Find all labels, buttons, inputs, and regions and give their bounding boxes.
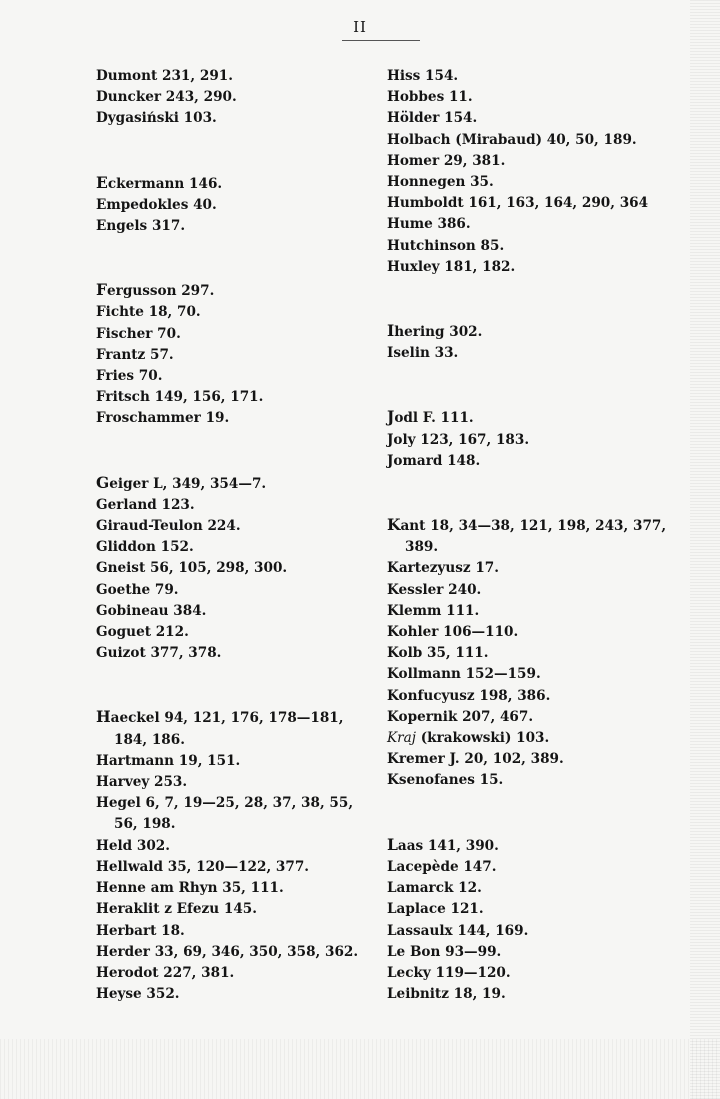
index-entry: [387, 172, 677, 193]
entry-text: Jomard 148.: [387, 452, 481, 469]
index-section-i: [387, 320, 677, 364]
index-entry: [387, 770, 677, 791]
index-entry: [96, 963, 368, 984]
index-entry: [387, 193, 677, 214]
index-entry: [96, 324, 368, 345]
entry-text: Held 302.: [96, 837, 171, 854]
entry-text: Lassaulx 144, 169.: [387, 922, 529, 939]
index-entry: [387, 728, 677, 749]
index-entry: [96, 857, 368, 878]
section-gap: [387, 472, 677, 514]
page-number: II: [353, 18, 367, 36]
scan-edge-noise: [690, 0, 720, 1099]
entry-text: Frantz 57.: [96, 346, 174, 363]
entry-text: Hegel 6, 7, 19—25, 28, 37, 38, 55, 56, 198.: [96, 795, 354, 833]
index-column-left: [96, 66, 368, 1005]
header-rule: [342, 40, 420, 41]
index-entry: [96, 87, 368, 108]
index-section-j: [387, 406, 677, 472]
entry-text: Fritsch 149, 156, 171.: [96, 389, 264, 406]
index-entry: [387, 130, 677, 151]
entry-text: Kollmann 152—159.: [387, 666, 541, 683]
index-entry: [387, 899, 677, 920]
section-initial: I: [387, 321, 395, 341]
index-entry: [96, 793, 368, 835]
section-initial: F: [96, 280, 108, 300]
entry-text: Heraklit z Efezu 145.: [96, 901, 257, 918]
index-entry: [387, 343, 677, 364]
index-section-e: [96, 172, 368, 238]
entry-text: Gobineau 384.: [96, 602, 207, 619]
entry-text: Kopernik 207, 467.: [387, 708, 534, 725]
index-entry: [96, 279, 368, 302]
section-gap: [387, 278, 677, 320]
index-entry: [387, 406, 677, 429]
entry-text: Hutchinson 85.: [387, 237, 505, 254]
index-entry: [96, 408, 368, 429]
section-initial: J: [387, 407, 395, 427]
entry-text: Holbach (Mirabaud) 40, 50, 189.: [387, 131, 637, 148]
entry-text: ckermann 146.: [107, 175, 223, 192]
index-entry: [387, 834, 677, 857]
index-entry: [96, 706, 368, 750]
entry-text: Fries 70.: [96, 368, 163, 385]
index-entry: [96, 216, 368, 237]
index-entry: [96, 195, 368, 216]
entry-text: Hiss 154.: [387, 68, 459, 84]
entry-text: Gliddon 152.: [96, 539, 194, 556]
entry-text: Duncker 243, 290.: [96, 89, 237, 106]
index-entry: [96, 366, 368, 387]
index-section-h: [387, 66, 677, 278]
index-entry: [387, 214, 677, 235]
entry-text: Fischer 70.: [96, 325, 181, 342]
index-entry: [96, 537, 368, 558]
index-entry: [96, 751, 368, 772]
index-entry: [387, 921, 677, 942]
entry-text: Herder 33, 69, 346, 350, 358, 362.: [96, 943, 359, 960]
index-entry: [387, 320, 677, 343]
index-entry: [387, 66, 677, 87]
entry-text: Iselin 33.: [387, 345, 459, 362]
entry-text: Kohler 106—110.: [387, 624, 519, 641]
index-entry: [387, 87, 677, 108]
index-entry: [96, 387, 368, 408]
index-entry: [387, 963, 677, 984]
entry-text: Gerland 123.: [96, 496, 195, 513]
section-gap: [96, 430, 368, 472]
index-entry: [387, 622, 677, 643]
section-gap: [96, 664, 368, 706]
index-entry: [387, 151, 677, 172]
section-gap: [387, 792, 677, 834]
entry-text: ant 18, 34—38, 121, 198, 243, 377, 389.: [400, 518, 667, 556]
entry-text: Dygasiński 103.: [96, 110, 217, 127]
index-entry: [96, 495, 368, 516]
index-entry: [387, 236, 677, 257]
index-entry: [387, 878, 677, 899]
entry-text: Hobbes 11.: [387, 89, 473, 106]
index-column-right: [387, 66, 677, 1005]
entry-text: Kolb 35, 111.: [387, 645, 489, 662]
entry-text: Dumont 231, 291.: [96, 68, 233, 84]
entry-text: Goethe 79.: [96, 581, 179, 598]
entry-text: Lamarck 12.: [387, 880, 482, 897]
entry-text: Ksenofanes 15.: [387, 772, 504, 789]
entry-text: Guizot 377, 378.: [96, 645, 222, 662]
section-initial: H: [96, 707, 111, 727]
entry-text: Hartmann 19, 151.: [96, 752, 241, 769]
index-entry: [387, 451, 677, 472]
index-entry: [387, 430, 677, 451]
entry-text: Kessler 240.: [387, 581, 482, 598]
section-initial: K: [387, 515, 401, 535]
index-entry: [96, 172, 368, 195]
index-entry: [96, 643, 368, 664]
entry-text: Lecky 119—120.: [387, 964, 511, 981]
index-entry: [387, 664, 677, 685]
section-gap: [96, 237, 368, 279]
index-section-h: [96, 706, 368, 1005]
entry-text: Humboldt 161, 163, 164, 290, 364: [387, 195, 649, 212]
entry-text: Empedokles 40.: [96, 196, 217, 213]
index-entry: [387, 686, 677, 707]
index-entry: [96, 108, 368, 129]
entry-text: Kremer J. 20, 102, 389.: [387, 751, 564, 768]
index-section-k: [387, 514, 677, 792]
italic-term: Kraj: [387, 730, 416, 747]
index-entry: [387, 257, 677, 278]
index-section-f: [96, 279, 368, 429]
entry-text: ergusson 297.: [107, 283, 215, 300]
entry-text: Huxley 181, 182.: [387, 258, 516, 275]
entry-text: Herbart 18.: [96, 922, 185, 939]
entry-text: odl F. 111.: [394, 410, 474, 427]
index-entry: [96, 302, 368, 323]
index-entry: [387, 108, 677, 129]
index-section-g: [96, 472, 368, 665]
entry-text: eiger L, 349, 354—7.: [109, 475, 267, 492]
section-gap: [387, 364, 677, 406]
entry-text: Konfucyusz 198, 386.: [387, 687, 551, 704]
index-entry: [387, 942, 677, 963]
entry-text: Harvey 253.: [96, 774, 188, 791]
index-entry: [387, 984, 677, 1005]
entry-text: Giraud-Teulon 224.: [96, 518, 241, 535]
index-entry: [96, 558, 368, 579]
section-gap: [96, 130, 368, 172]
entry-text: Leibnitz 18, 19.: [387, 986, 506, 1003]
scan-bottom-noise: [0, 1039, 720, 1099]
index-entry: [96, 942, 368, 963]
section-initial: G: [96, 472, 110, 492]
index-entry: [96, 772, 368, 793]
entry-text: Fichte 18, 70.: [96, 304, 201, 321]
index-entry: [96, 472, 368, 495]
index-entry: [96, 878, 368, 899]
index-entry: [96, 899, 368, 920]
index-section-d: [96, 66, 368, 130]
index-entry: [387, 749, 677, 770]
entry-text: Engels 317.: [96, 218, 186, 235]
index-entry: [387, 857, 677, 878]
index-entry: [387, 580, 677, 601]
entry-text: Goguet 212.: [96, 624, 189, 641]
section-initial: L: [387, 834, 398, 854]
entry-text: Lacepède 147.: [387, 858, 497, 875]
index-entry: [96, 601, 368, 622]
entry-text: Henne am Rhyn 35, 111.: [96, 880, 284, 897]
entry-text: Laplace 121.: [387, 901, 484, 918]
index-entry: [96, 836, 368, 857]
index-entry: [96, 622, 368, 643]
index-entry: [96, 345, 368, 366]
index-entry: [96, 66, 368, 87]
entry-text: hering 302.: [394, 324, 483, 341]
entry-text: Heyse 352.: [96, 986, 180, 1003]
index-section-l: [387, 834, 677, 1006]
entry-text: Hölder 154.: [387, 110, 478, 127]
index-entry: [387, 558, 677, 579]
entry-text: Gneist 56, 105, 298, 300.: [96, 560, 288, 577]
entry-text: Homer 29, 381.: [387, 152, 506, 169]
index-entry: [96, 516, 368, 537]
index-entry: [96, 580, 368, 601]
entry-text: Froschammer 19.: [96, 410, 230, 427]
entry-text: aas 141, 390.: [397, 837, 499, 854]
entry-text: (krakowski) 103.: [415, 730, 550, 747]
entry-text: Honnegen 35.: [387, 174, 494, 191]
index-entry: [387, 601, 677, 622]
entry-text: Hellwald 35, 120—122, 377.: [96, 858, 310, 875]
entry-text: Herodot 227, 381.: [96, 964, 235, 981]
index-entry: [387, 707, 677, 728]
index-entry: [96, 921, 368, 942]
entry-text: Le Bon 93—99.: [387, 943, 502, 960]
index-entry: [96, 984, 368, 1005]
index-entry: [387, 514, 677, 558]
entry-text: Hume 386.: [387, 216, 471, 233]
section-initial: E: [96, 172, 108, 192]
entry-text: aeckel 94, 121, 176, 178—181, 184, 186.: [110, 710, 344, 748]
index-entry: [387, 643, 677, 664]
entry-text: Kartezyusz 17.: [387, 560, 499, 577]
entry-text: Joly 123, 167, 183.: [387, 431, 530, 448]
entry-text: Klemm 111.: [387, 602, 480, 619]
